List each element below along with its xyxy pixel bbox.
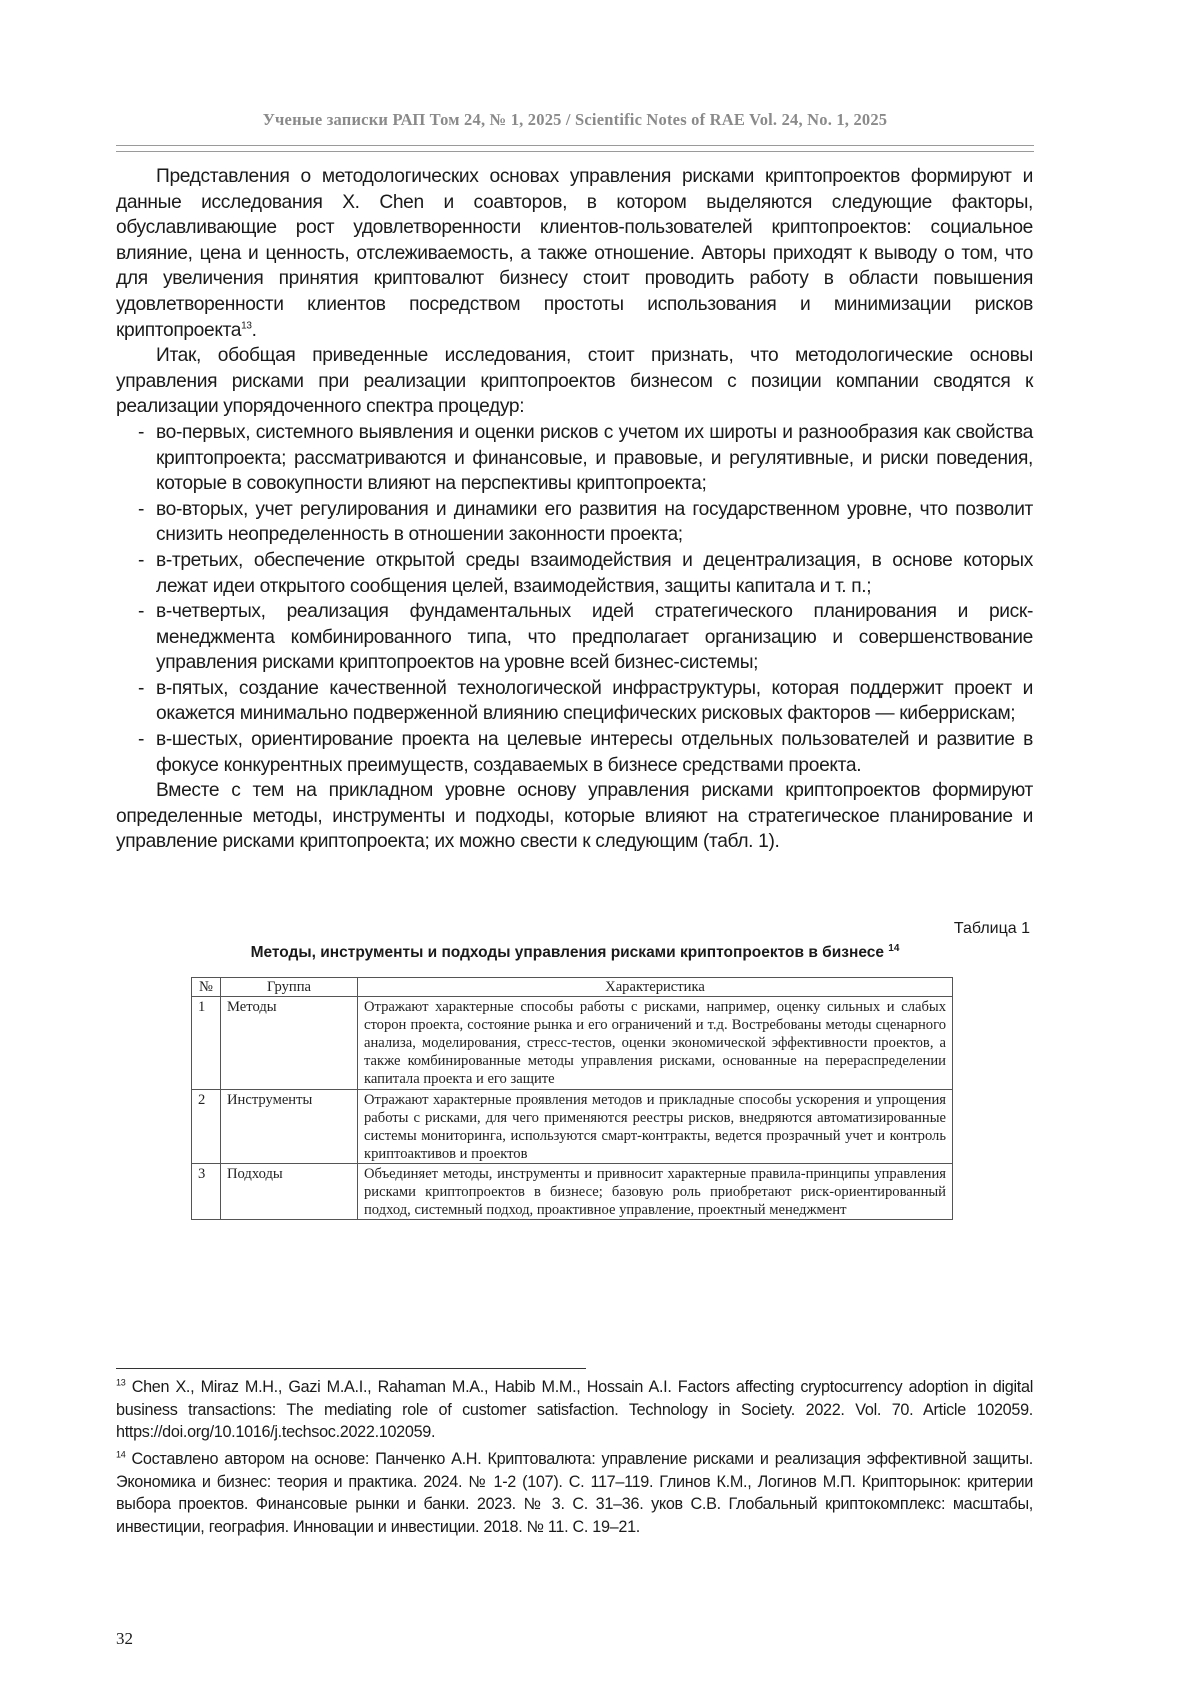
list-dash: - bbox=[138, 601, 145, 623]
footnote-ref-13[interactable]: 13 bbox=[241, 320, 252, 332]
paragraph-2: Итак, обобщая приведенные исследования, стоит признать, что методологические основы управления рисками при реализации криптопроектов бизнесом с позиции компании сводятся к реализации упорядоченного спектра процедур: bbox=[116, 345, 1033, 418]
column-header-characteristic: Характеристика bbox=[358, 978, 953, 997]
row-number: 2 bbox=[192, 1089, 221, 1163]
table-title-text: Методы, инструменты и подходы управления рисками криптопроектов в бизнесе bbox=[250, 944, 884, 961]
paragraph-3: Вместе с тем на прикладном уровне основу управления рисками криптопроектов формируют определенные методы, инструменты и подходы, которые влияют на стратегическое планирование и управление рисками криптопроекта; их можно свести к следующим (табл. 1). bbox=[116, 780, 1033, 853]
row-description: Отражают характерные способы работы с рисками, например, оценку сильных и слабых сторон проекта, состояние рынка и его ограничений и т.д. Востребованы методы сценарного анализа, моделирования, стресс-тестов, оценки экономической эффективности проектов, а также комбинированные методы управления рисками, основанные на перераспределении капитала проекта и его защите bbox=[358, 997, 953, 1089]
list-item-text: в-шестых, ориентирование проекта на целевые интересы отдельных пользователей и развитие в фокусе конкурентных преимуществ, создаваемых в бизнесе средствами проекта. bbox=[156, 729, 1033, 776]
page-number: 32 bbox=[116, 1629, 133, 1648]
list-item bbox=[116, 497, 1033, 548]
list-item-text: в-четвертых, реализация фундаментальных идей стратегического планирования и риск-менеджмента комбинированного типа, что предполагает организацию и совершенствование управления рисками криптопроектов на уровне всей бизнес-системы; bbox=[156, 601, 1033, 674]
row-group: Подходы bbox=[221, 1163, 358, 1219]
list-item-text: в-третьих, обеспечение открытой среды взаимодействия и децентрализация, в основе которых лежат идеи открытого сообщения целей, взаимодействия, защиты капитала и т. п.; bbox=[156, 549, 1033, 597]
list-item bbox=[116, 599, 1033, 676]
header-double-rule bbox=[116, 145, 1034, 152]
paragraph-1-end: . bbox=[251, 319, 257, 341]
list-item bbox=[116, 548, 1033, 599]
list-dash: - bbox=[138, 677, 145, 699]
footnote-text: Составлено автором на основе: Панченко А.Н. Криптовалюта: управление рисками и реализация эффективной защиты. Экономика и бизнес: теория и практика. 2024. № 1-2 (107). С. 117–119. Глинов К.М., Логинов М.П. Крипторынок: критерии выбора проектов. Финансовые рынки и банки. 2023. № 3. С. 31–36. уков С.В. Глобальный криптокомплекс: масштабы, инвестиции, география. Инновации и инвестиции. 2018. № 11. С. 19–21. bbox=[116, 1450, 1033, 1536]
procedures-list bbox=[116, 420, 1033, 778]
footnote-13 bbox=[116, 1376, 1033, 1444]
body-text bbox=[116, 164, 1033, 855]
list-item-text: во-вторых, учет регулирования и динамики его развития на государственном уровне, что позволит снизить неопределенность в отношении законности проекта; bbox=[156, 498, 1033, 546]
footnote-separator bbox=[116, 1368, 586, 1369]
table-row bbox=[192, 1163, 953, 1219]
list-item bbox=[116, 727, 1033, 778]
row-number: 1 bbox=[192, 997, 221, 1089]
column-header-group: Группа bbox=[221, 978, 358, 997]
list-dash: - bbox=[138, 549, 145, 571]
footnote-14 bbox=[116, 1448, 1033, 1538]
footnote-text: Chen X., Miraz M.H., Gazi M.A.I., Rahaman M.A., Habib M.M., Hossain A.I. Factors affecting cryptocurrency adoption in digital business transactions: The mediating role of customer satisfaction. Technology in Society. 2022. Vol. 70. Article 102059. https://doi.org/10.1016/j.techsoc.2022.102059. bbox=[116, 1378, 1033, 1442]
row-description: Объединяет методы, инструменты и привносит характерные правила-принципы управления рисками криптопроектов в бизнесе; базовую роль приобретают риск-ориентированный подход, системный подход, проактивное управление, проектный менеджмент bbox=[358, 1163, 953, 1219]
footnote-marker: 14 bbox=[116, 1449, 126, 1460]
list-item bbox=[116, 420, 1033, 497]
list-dash: - bbox=[138, 729, 145, 751]
table-row bbox=[192, 997, 953, 1089]
running-header: Ученые записки РАП Том 24, № 1, 2025 / Scientific Notes of RAE Vol. 24, No. 1, 2025 bbox=[262, 110, 888, 129]
table-header-row bbox=[192, 978, 953, 997]
row-number: 3 bbox=[192, 1163, 221, 1219]
column-header-number: № bbox=[192, 978, 221, 997]
row-group: Методы bbox=[221, 997, 358, 1089]
methods-table bbox=[191, 977, 953, 1220]
footnote-marker: 13 bbox=[116, 1377, 126, 1388]
paragraph-1 bbox=[116, 164, 1033, 343]
table-number-label: Таблица 1 bbox=[953, 920, 1030, 937]
table-row bbox=[192, 1089, 953, 1163]
list-item bbox=[116, 676, 1033, 727]
footnote-ref-14[interactable]: 14 bbox=[888, 942, 900, 954]
table-title bbox=[116, 944, 1034, 962]
row-group: Инструменты bbox=[221, 1089, 358, 1163]
list-item-text: во-первых, системного выявления и оценки рисков с учетом их широты и разнообразия как свойства криптопроекта; рассматриваются и финансовые, и правовые, и регулятивные, и риски поведения, которые в совокупности влияют на перспективы криптопроекта; bbox=[156, 421, 1033, 495]
row-description: Отражают характерные проявления методов и прикладные способы ускорения и упрощения работы с рисками, для чего применяются реестры рисков, внедряются автоматизированные системы мониторинга, используются смарт-контракты, ведется прозрачный учет и контроль криптоактивов и проектов bbox=[358, 1089, 953, 1163]
list-item-text: в-пятых, создание качественной технологической инфраструктуры, которая поддержит проект и окажется минимально подверженной влиянию специфических рисковых факторов — киберрискам; bbox=[156, 677, 1033, 725]
list-dash: - bbox=[138, 498, 145, 520]
list-dash: - bbox=[138, 421, 145, 443]
paragraph-1-text: Представления о методологических основах управления рисками криптопроектов формируют и данные исследования X. Chen и соавторов, в котором выделяются следующие факторы, обуславливающие рост удовлетворенности клиентов-пользователей криптопроектов: социальное влияние, цена и ценность, отслеживаемость, а также отношение. Авторы приходят к выводу о том, что для увеличения принятия криптовалют бизнесу стоит проводить работу в области повышения удовлетворенности клиентов посредством простоты использования и минимизации рисков криптопроекта bbox=[116, 166, 1033, 341]
